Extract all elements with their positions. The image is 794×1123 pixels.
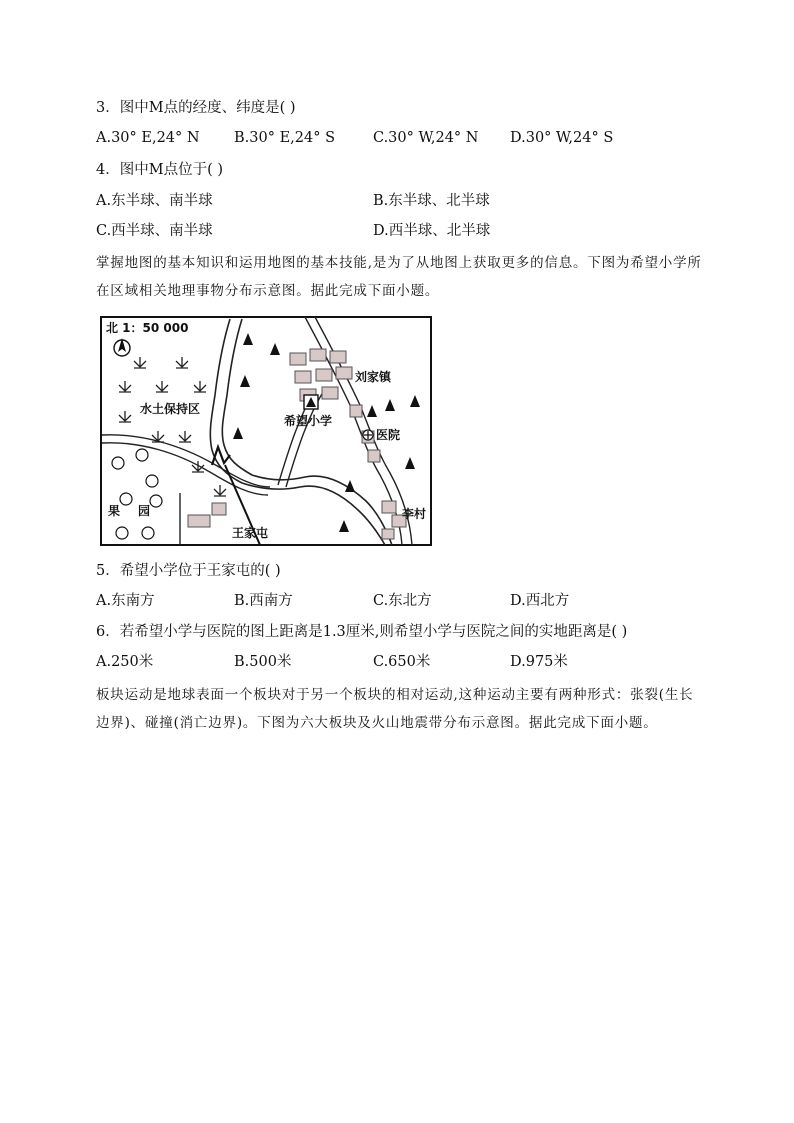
orchard-label-2: 园 — [138, 504, 151, 518]
q6-option-c: C.650米 — [373, 654, 431, 670]
q6-option-b: B.500米 — [234, 654, 292, 670]
q5-option-c: C.东北方 — [373, 593, 432, 609]
q6-option-a: A.250米 — [96, 654, 154, 670]
q3-option-d: D.30° W,24° S — [510, 130, 614, 146]
school-icon — [304, 395, 318, 409]
q4-option-a: A.东半球、南半球 — [96, 193, 213, 209]
q4-option-d: D.西半球、北半球 — [373, 223, 491, 239]
hospital-label: 医院 — [376, 428, 401, 442]
school-label: 希望小学 — [284, 414, 333, 428]
q3-option-b: B.30° E,24° S — [234, 130, 336, 146]
area-map-svg — [100, 315, 434, 547]
q5-option-d: D.西北方 — [510, 593, 570, 609]
q5-option-b: B.西南方 — [234, 593, 293, 609]
area-map-figure — [100, 315, 434, 547]
q4-option-b: B.东半球、北半球 — [373, 193, 490, 209]
wangjiatun-label: 王家屯 — [232, 526, 269, 540]
question-3-stem: 3．图中M点的经度、纬度是( ) — [96, 100, 296, 116]
licun-label: 李村 — [402, 507, 427, 521]
liujiazhen-label: 刘家镇 — [355, 370, 392, 384]
q3-option-a: A.30° E,24° N — [96, 130, 200, 146]
q5-option-a: A.东南方 — [96, 593, 155, 609]
question-4-stem: 4．图中M点位于( ) — [96, 162, 223, 178]
intro-paragraph-2: 板块运动是地球表面一个板块对于另一个板块的相对运动,这种运动主要有两种形式：张裂(生长边界)、碰撞(消亡边界)。下图为六大板块及火山地震带分布示意图。据此完成下面小题。 — [96, 687, 694, 731]
intro-paragraph-1: 掌握地图的基本知识和运用地图的基本技能,是为了从地图上获取更多的信息。下图为希望小学所在区域相关地理事物分布示意图。据此完成下面小题。 — [96, 255, 702, 299]
orchard-label-1: 果 — [108, 504, 121, 518]
q6-option-d: D.975米 — [510, 654, 568, 670]
hospital-icon — [363, 430, 373, 440]
question-5-stem: 5．希望小学位于王家屯的( ) — [96, 563, 281, 579]
q4-option-c: C.西半球、南半球 — [96, 223, 213, 239]
scale-label: 北 1：50 000 — [106, 321, 189, 335]
question-6-stem: 6．若希望小学与医院的图上距离是1.3厘米,则希望小学与医院之间的实地距离是( ) — [96, 624, 628, 640]
q3-option-c: C.30° W,24° N — [373, 130, 479, 146]
soil-area-label: 水土保持区 — [140, 402, 201, 416]
